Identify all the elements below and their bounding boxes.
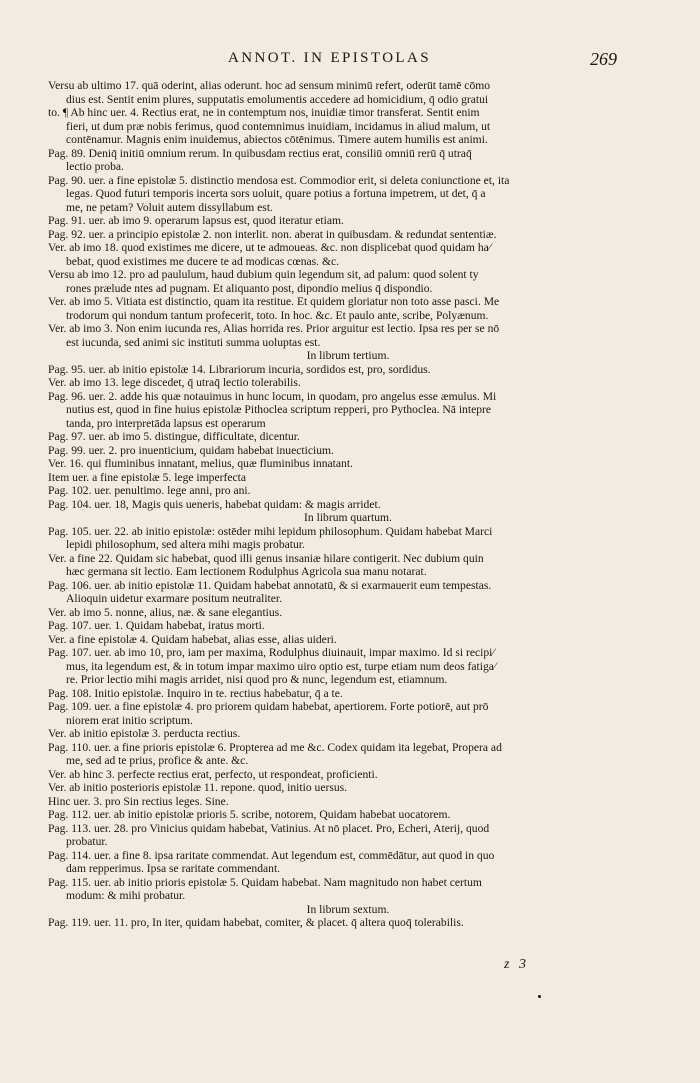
signature-mark: z 3	[504, 957, 529, 972]
annotation-text-block	[48, 79, 648, 930]
page-number: 269	[590, 49, 617, 69]
annotation-entry-line: Item uer. a fine epistolæ 5. lege imperfecta	[48, 470, 246, 484]
annotation-entry-line: to. ¶ Ab hinc uer. 4. Rectius erat, ne in contemptum nos, inuidiæ timor transferat. Sentit enim	[48, 106, 480, 119]
page-header	[0, 50, 700, 80]
annotation-entry-line: Pag. 104. uer. 18, Magis quis ueneris, habebat quidam: & magis arridet.	[48, 497, 381, 511]
annotation-entry-line: Ver. 16. qui fluminibus innatant, melius, quæ fluminibus innatant.	[48, 457, 353, 470]
annotation-entry-line: Ver. ab imo 5. nonne, alius, næ. & sane elegantius.	[48, 605, 283, 619]
continuation-line: me, ne petam? Voluit autem dissyllabum est.	[66, 200, 273, 214]
annotation-entry-line: Ver. ab imo 3. Non enim iucunda res, Alias horrida res. Prior arguitur est lectio. Ipsa res per se nō	[48, 322, 500, 335]
annotation-entry-line: Pag. 106. uer. ab initio epistolæ 11. Quidam habebat annotatū, & si exarmauerit eum tempestas.	[48, 578, 492, 592]
continuation-line: probatur.	[66, 835, 108, 848]
continuation-line: trodorum qui nondum tantum profecerit, toto. In hoc. &c. Et paulo ante, scribe, Polyænum.	[66, 308, 489, 322]
book-heading: In librum sextum.	[306, 902, 390, 916]
annotation-entry-line: Versu ab ultimo 17. quā oderint, alias oderunt. hoc ad sensum minimū refert, oderūt tamē cōmo	[48, 79, 491, 92]
continuation-line: contēnamur. Magnis enim inuidemus, abiectos cōtēnimus. Timere autem humilis est animi.	[66, 133, 488, 146]
continuation-line: mus, ita legendum est, & in totum impar maximo uiro optio est, turpe etiam num deos fatiga⁄	[66, 659, 496, 673]
annotation-entry-line: Ver. ab imo 18. quod existimes me dicere, ut te admoueas. &c. non displicebat quod quidam ha⁄	[48, 241, 491, 254]
continuation-line: hæc germana sit lectio. Eam lectionem Rodulphus Agricola sua manu notarat.	[66, 565, 427, 578]
annotation-entry-line: Pag. 119. uer. 11. pro, In iter, quidam habebat, comiter, & placet. q̄ altera quoq̄ tolerabilis.	[48, 916, 464, 929]
continuation-line: lectio proba.	[66, 160, 124, 173]
annotation-entry-line: Hinc uer. 3. pro Sin rectius leges. Sine.	[48, 794, 229, 808]
annotation-entry-line: Pag. 105. uer. 22. ab initio epistolæ: ostēder mihi lepidum philosophum. Quidam habebat Marci	[48, 524, 493, 538]
annotation-entry-line: Pag. 115. uer. ab initio prioris epistolæ 5. Quidam habebat. Nam magnitudo non habet certum	[48, 875, 482, 889]
annotation-entry-line: Pag. 102. uer. penultimo. lege anni, pro ani.	[48, 484, 251, 497]
annotation-entry-line: Pag. 112. uer. ab initio epistolæ prioris 5. scribe, notorem, Quidam habebat uocatorem.	[48, 808, 451, 821]
running-head: ANNOT. IN EPISTOLAS	[228, 50, 431, 66]
annotation-entry-line: Pag. 97. uer. ab imo 5. distingue, difficultate, dicentur.	[48, 430, 300, 443]
annotation-entry-line: Pag. 107. uer. ab imo 10, pro, iam per maxima, Rodulphus diuinauit, impar maximo. Id si recipi⁄	[48, 646, 495, 659]
continuation-line: fieri, ut dum præ nobis ferimus, quod contemnimus inuidiam, incidamus in aliud malum, ut	[66, 119, 491, 133]
continuation-line: tanda, pro interpretāda lapsus est operarum	[66, 416, 266, 430]
annotation-entry-line: Pag. 109. uer. a fine epistolæ 4. pro priorem quidam habebat, apertiorem. Forte potiorē, aut prō	[48, 700, 489, 713]
annotation-entry-line: Pag. 113. uer. 28. pro Vinicius quidam habebat, Vatinius. At nō placet. Pro, Echeri, Aterij, quod	[48, 821, 490, 835]
annotation-entry-line: Pag. 95. uer. ab initio epistolæ 14. Librariorum incuria, sordidos est, pro, sordidus.	[48, 362, 431, 376]
continuation-line: bebat, quod existimes me ducere te ad modicas cœnas. &c.	[66, 254, 340, 268]
continuation-line: niorem erat initio scriptum.	[66, 713, 193, 727]
continuation-line: me, sed ad te prius, profice & ante. &c.	[66, 754, 249, 767]
annotation-entry-line: Pag. 96. uer. 2. adde his quæ notauimus in hunc locum, in quodam, pro angelus esse æmulus. Mi	[48, 389, 497, 403]
annotation-entry-line: Pag. 114. uer. a fine 8. ipsa raritate commendat. Aut legendum est, commēdātur, aut quod in quo	[48, 848, 495, 862]
annotation-entry-line: Pag. 90. uer. a fine epistolæ 5. distinctio mendosa est. Commodior erit, si deleta coniunctione et, ita	[48, 173, 510, 187]
continuation-line: legas. Quod futuri temporis incerta sors uoluit, quare potius a fortuna impetrem, ut det, q̄ a	[66, 187, 486, 200]
annotation-entry-line: Pag. 91. uer. ab imo 9. operarum lapsus est, quod iteratur etiam.	[48, 214, 344, 227]
ink-speck	[538, 995, 541, 998]
annotation-entry-line: Pag. 92. uer. a principio epistolæ 2. non interlit. non. aberat in quibusdam. & redundat sententiæ.	[48, 227, 497, 241]
annotation-entry-line: Pag. 89. Deniq̄ initiū omnium rerum. In quibusdam rectius erat, consiliū omniū rerū q̄ utraq̄	[48, 146, 472, 160]
continuation-line: est iucunda, sed animi sic instituti summa uoluptas est.	[66, 335, 321, 349]
annotation-entry-line: Pag. 107. uer. 1. Quidam habebat, iratus morti.	[48, 619, 265, 632]
continuation-line: dius est. Sentit enim plures, supputatis emolumentis accedere ad homicidium, q̄ odio gratui	[66, 92, 489, 106]
annotation-entry-line: Ver. ab imo 13. lege discedet, q̄ utraq̄ lectio tolerabilis.	[48, 376, 301, 389]
annotation-entry-line: Pag. 108. Initio epistolæ. Inquiro in te. rectius habebatur, q̄ a te.	[48, 686, 343, 700]
annotation-entry-line: Ver. ab imo 5. Vitiata est distinctio, quam ita restitue. Et quidem gloriatur non toto asse pasci. Me	[48, 295, 500, 308]
annotation-entry-line: Ver. ab initio posterioris epistolæ 11. repone. quod, initio uersus.	[48, 781, 348, 794]
continuation-line: re. Prior lectio mihi magis arridet, nisi quod pro & nunc, legendum est, etiamnum.	[66, 673, 448, 686]
continuation-line: modum: & mihi probatur.	[66, 889, 186, 902]
annotation-entry-line: Ver. a fine 22. Quidam sic habebat, quod illi genus insaniæ hilare contigerit. Nec dubium quin	[48, 551, 484, 565]
continuation-line: nutius est, quod in fine huius epistolæ Pithoclea scriptum repperi, pro Pythoclea. Nā intepre	[66, 403, 492, 416]
continuation-line: Alioquin uidetur exarmare positum neutraliter.	[66, 592, 283, 605]
annotation-entry-line: Versu ab imo 12. pro ad paululum, haud dubium quin legendum sit, ad palum: quod solent ty	[48, 268, 479, 281]
annotation-entry-line: Ver. ab initio epistolæ 3. perducta rectius.	[48, 727, 241, 740]
annotation-entry-line: Ver. a fine epistolæ 4. Quidam habebat, alias esse, alias uideri.	[48, 632, 337, 646]
continuation-line: dam repperimus. Ipsa se raritate commendant.	[66, 862, 281, 875]
continuation-line: lepidi philosophum, sed altera mihi magis probatur.	[66, 538, 305, 551]
annotation-entry-line: Ver. ab hinc 3. perfecte rectius erat, perfecto, ut respondeat, proficienti.	[48, 767, 378, 781]
book-heading: In librum tertium.	[306, 349, 390, 362]
continuation-line: rones prælude ntes ad pugnam. Et aliquanto post, dipondio melius q̄ dispondio.	[66, 281, 433, 295]
book-heading: In librum quartum.	[304, 511, 392, 524]
annotation-entry-line: Pag. 99. uer. 2. pro inuenticium, quidam habebat inuecticium.	[48, 443, 334, 457]
annotation-entry-line: Pag. 110. uer. a fine prioris epistolæ 6. Propterea ad me &c. Codex quidam ita legebat, Propera ad	[48, 740, 502, 754]
